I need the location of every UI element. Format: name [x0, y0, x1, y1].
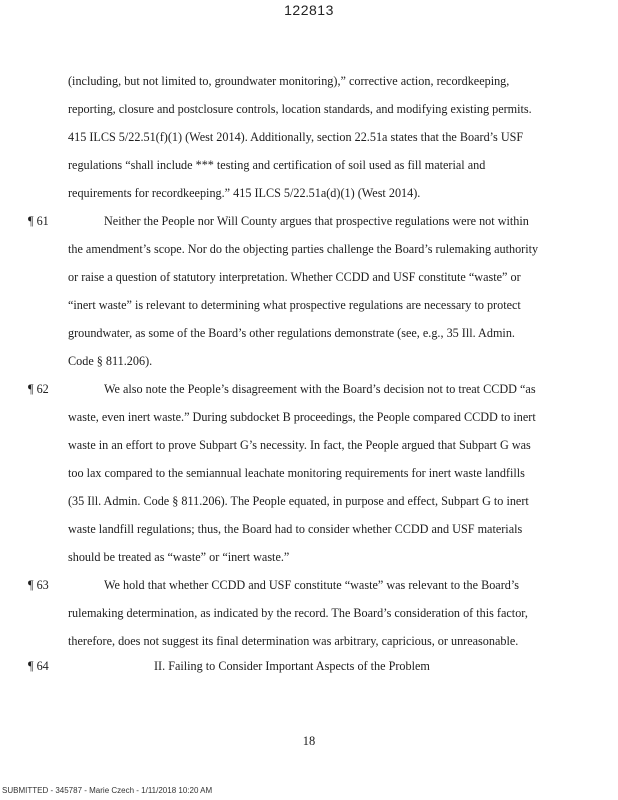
text-line: should be treated as “waste” or “inert waste.” — [68, 550, 290, 564]
text-line: reporting, closure and postclosure controls, location standards, and modifying existing permits. — [68, 102, 532, 116]
text-line: Code § 811.206). — [68, 354, 153, 368]
text-line: regulations “shall include *** testing and certification of soil used as fill material and — [68, 158, 486, 172]
text-line: Neither the People nor Will County argues that prospective regulations were not within — [104, 214, 529, 228]
text-line: We also note the People’s disagreement with the Board’s decision not to treat CCDD “as — [104, 382, 536, 396]
text-line: (including, but not limited to, groundwater monitoring),” corrective action, recordkeeping, — [68, 74, 510, 88]
text-line: (35 Ill. Admin. Code § 811.206). The People equated, in purpose and effect, Subpart G to inert — [68, 494, 529, 508]
text-line: therefore, does not suggest its final determination was arbitrary, capricious, or unreasonable. — [68, 634, 519, 648]
paragraph-number-62: ¶ 62 — [28, 382, 49, 396]
text-line: too lax compared to the semiannual leachate monitoring requirements for inert waste landfills — [68, 466, 525, 480]
paragraph-number-63: ¶ 63 — [28, 578, 49, 592]
text-line: waste, even inert waste.” During subdocket B proceedings, the People compared CCDD to inert — [68, 410, 536, 424]
filing-stamp-number: 122813 — [284, 2, 334, 18]
text-line: rulemaking determination, as indicated by the record. The Board’s consideration of this factor, — [68, 606, 528, 620]
text-line: requirements for recordkeeping.” 415 ILCS 5/22.51a(d)(1) (West 2014). — [68, 186, 421, 200]
text-line: “inert waste” is relevant to determining what prospective regulations are necessary to protect — [68, 298, 521, 312]
text-line: waste in an effort to prove Subpart G’s necessity. In fact, the People argued that Subpart G was — [68, 438, 531, 452]
page-number: 18 — [302, 734, 316, 748]
section-heading: II. Failing to Consider Important Aspects of the Problem — [154, 659, 430, 673]
submission-footer: SUBMITTED - 345787 - Marie Czech - 1/11/2018 10:20 AM — [2, 786, 213, 795]
paragraph-number-61: ¶ 61 — [28, 214, 49, 228]
text-line: We hold that whether CCDD and USF constitute “waste” was relevant to the Board’s — [104, 578, 519, 592]
text-line: the amendment’s scope. Nor do the objecting parties challenge the Board’s rulemaking authority — [68, 242, 539, 256]
paragraph-number-64: ¶ 64 — [28, 659, 49, 673]
text-line: 415 ILCS 5/22.51(f)(1) (West 2014). Additionally, section 22.51a states that the Board’s USF — [68, 130, 524, 144]
text-line: or raise a question of statutory interpretation. Whether CCDD and USF constitute “waste” or — [68, 270, 521, 284]
text-line: waste landfill regulations; thus, the Board had to consider whether CCDD and USF materials — [68, 522, 523, 536]
text-line: groundwater, as some of the Board’s other regulations demonstrate (see, e.g., 35 Ill. Admin. — [68, 326, 515, 340]
